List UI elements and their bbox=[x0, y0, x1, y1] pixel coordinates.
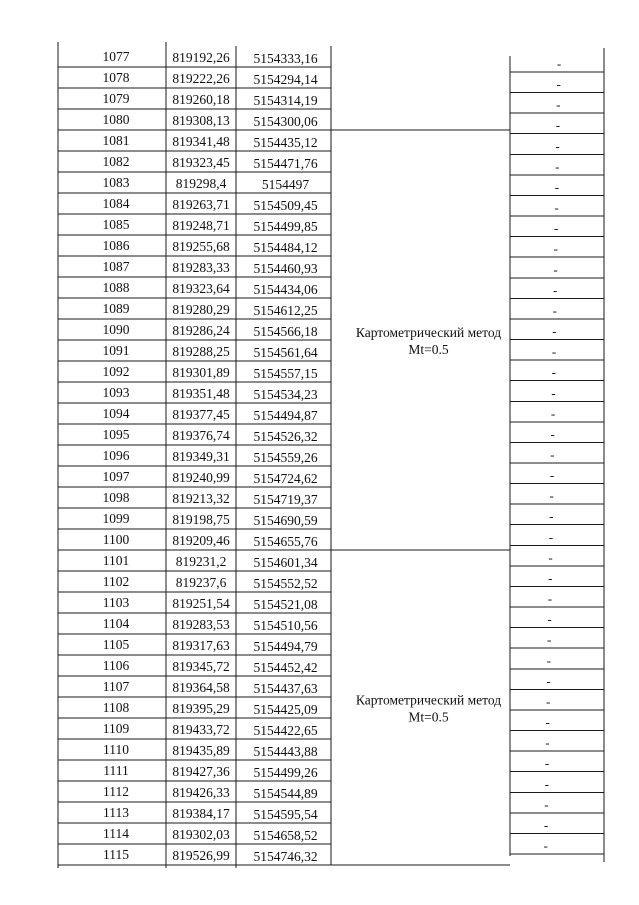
point-number: 1097 bbox=[102, 469, 130, 484]
point-number: 1101 bbox=[102, 553, 130, 568]
coordinate-y: 5154300,06 bbox=[253, 114, 318, 129]
coordinate-x: 819377,45 bbox=[172, 407, 230, 422]
accuracy-mark: - bbox=[553, 241, 559, 257]
coordinate-x: 819308,13 bbox=[172, 113, 230, 128]
point-number: 1098 bbox=[102, 490, 130, 505]
accuracy-mark: - bbox=[550, 426, 555, 442]
point-number: 1096 bbox=[102, 448, 130, 463]
coordinate-x: 819231,2 bbox=[175, 554, 227, 569]
coordinate-x: 819255,68 bbox=[172, 239, 230, 254]
point-number: 1106 bbox=[102, 658, 130, 673]
coordinate-x: 819240,99 bbox=[172, 470, 230, 485]
point-number: 1092 bbox=[102, 364, 130, 379]
coordinate-x: 819323,64 bbox=[172, 281, 230, 296]
accuracy-mark: - bbox=[547, 591, 553, 607]
accuracy-mark: - bbox=[543, 817, 549, 833]
coordinate-x: 819395,29 bbox=[172, 701, 230, 716]
coordinate-x: 819351,48 bbox=[172, 386, 230, 401]
point-number: 1107 bbox=[102, 679, 130, 694]
coordinate-x: 819222,26 bbox=[172, 71, 230, 86]
point-number: 1099 bbox=[102, 511, 130, 526]
coordinate-y: 5154526,32 bbox=[253, 429, 318, 444]
accuracy-mark: - bbox=[544, 796, 549, 812]
accuracy-mark: - bbox=[549, 467, 555, 483]
coordinate-x: 819301,89 bbox=[172, 365, 230, 380]
coordinate-y: 5154494,79 bbox=[253, 639, 318, 654]
coordinate-x: 819376,74 bbox=[172, 428, 230, 443]
accuracy-mark: - bbox=[548, 570, 553, 586]
coordinate-y: 5154443,88 bbox=[253, 744, 318, 759]
coordinate-y: 5154559,26 bbox=[253, 450, 318, 465]
accuracy-mark: - bbox=[545, 735, 550, 751]
coordinate-y: 5154724,62 bbox=[253, 471, 318, 486]
coordinate-y: 5154425,09 bbox=[253, 702, 318, 717]
coordinate-y: 5154499,85 bbox=[253, 219, 318, 234]
coordinate-x: 819349,31 bbox=[172, 449, 230, 464]
coordinate-y: 5154557,15 bbox=[253, 366, 318, 381]
coordinate-x: 819323,45 bbox=[172, 155, 230, 170]
point-number: 1079 bbox=[102, 91, 130, 106]
coordinate-y: 5154314,19 bbox=[253, 93, 318, 108]
coordinate-y: 5154534,23 bbox=[253, 387, 318, 402]
coordinate-x: 819384,17 bbox=[172, 806, 230, 821]
accuracy-mark: - bbox=[551, 344, 557, 360]
coordinate-x: 819263,71 bbox=[172, 197, 230, 212]
coordinate-x: 819213,32 bbox=[172, 491, 230, 506]
coordinate-y: 5154690,59 bbox=[253, 513, 318, 528]
coordinate-y: 5154435,12 bbox=[253, 135, 318, 150]
accuracy-mark: - bbox=[556, 76, 561, 92]
table-cells bbox=[103, 49, 562, 864]
method-label: Картометрический метод bbox=[355, 325, 502, 340]
coordinate-x: 819237,6 bbox=[175, 575, 227, 590]
coordinate-x: 819192,26 bbox=[172, 50, 230, 65]
coordinate-y: 5154566,18 bbox=[253, 324, 318, 339]
point-number: 1086 bbox=[102, 238, 130, 253]
accuracy-mark: - bbox=[544, 776, 549, 792]
coordinate-y: 5154601,34 bbox=[253, 555, 318, 570]
coordinate-x: 819345,72 bbox=[172, 659, 230, 674]
coordinate-x: 819341,48 bbox=[172, 134, 230, 149]
coordinate-y: 5154460,93 bbox=[253, 261, 318, 276]
point-number: 1105 bbox=[102, 637, 130, 652]
coordinate-y: 5154422,65 bbox=[253, 723, 318, 738]
point-number: 1103 bbox=[102, 595, 130, 610]
coordinate-y: 5154294,14 bbox=[253, 72, 318, 87]
coordinate-x: 819298,4 bbox=[175, 176, 227, 191]
method-label: Картометрический метод bbox=[355, 692, 502, 708]
coordinate-y: 5154552,52 bbox=[253, 576, 318, 591]
coordinate-x: 819198,75 bbox=[172, 512, 230, 527]
accuracy-mark: - bbox=[552, 282, 558, 298]
point-number: 1112 bbox=[103, 784, 129, 799]
accuracy-mark: - bbox=[555, 138, 560, 154]
point-number: 1082 bbox=[102, 154, 130, 169]
table-grid bbox=[58, 42, 604, 868]
point-number: 1113 bbox=[103, 805, 129, 820]
accuracy-mark: - bbox=[548, 529, 554, 545]
coordinate-y: 5154544,89 bbox=[253, 786, 318, 801]
accuracy-mark: - bbox=[555, 117, 561, 133]
point-number: 1077 bbox=[102, 49, 130, 64]
point-number: 1109 bbox=[102, 721, 130, 736]
accuracy-mark: - bbox=[555, 158, 560, 174]
point-number: 1089 bbox=[102, 301, 130, 316]
point-number: 1094 bbox=[102, 406, 130, 421]
coordinate-x: 819283,33 bbox=[172, 260, 230, 275]
coordinate-y: 5154437,63 bbox=[253, 681, 318, 696]
point-number: 1114 bbox=[103, 826, 129, 841]
coordinate-y: 5154452,42 bbox=[253, 660, 318, 675]
point-number: 1080 bbox=[102, 112, 130, 127]
accuracy-mark: - bbox=[550, 447, 555, 462]
coordinate-y: 5154561,64 bbox=[253, 345, 318, 360]
point-number: 1115 bbox=[103, 847, 129, 862]
accuracy-mark: - bbox=[548, 549, 553, 565]
coordinate-y: 5154521,08 bbox=[253, 597, 318, 612]
accuracy-mark: - bbox=[547, 611, 552, 627]
point-number: 1083 bbox=[102, 175, 130, 190]
accuracy-mark: - bbox=[545, 714, 550, 730]
point-number: 1088 bbox=[102, 280, 130, 295]
point-number: 1090 bbox=[102, 322, 130, 337]
coordinate-x: 819286,24 bbox=[172, 323, 230, 338]
point-number: 1087 bbox=[102, 259, 130, 274]
coordinate-y: 5154499,26 bbox=[253, 765, 318, 780]
coordinate-x: 819288,25 bbox=[172, 344, 230, 359]
point-number: 1104 bbox=[102, 616, 130, 631]
accuracy-mark: - bbox=[556, 97, 561, 113]
coordinate-y: 5154595,54 bbox=[253, 807, 318, 822]
coordinate-y: 5154471,76 bbox=[253, 156, 318, 171]
accuracy-mark: - bbox=[551, 385, 556, 401]
coordinate-x: 819280,29 bbox=[172, 302, 230, 317]
coordinate-x: 819260,18 bbox=[172, 92, 230, 107]
coordinate-x: 819435,89 bbox=[172, 743, 230, 758]
coordinate-y: 5154509,45 bbox=[253, 198, 318, 213]
coordinate-x: 819283,53 bbox=[172, 617, 230, 632]
coordinate-y: 5154333,16 bbox=[253, 51, 318, 66]
coordinate-x: 819427,36 bbox=[172, 764, 230, 779]
point-number: 1108 bbox=[102, 700, 130, 715]
coordinate-x: 819302,03 bbox=[172, 827, 230, 842]
coordinate-y: 5154658,52 bbox=[253, 828, 318, 843]
coordinate-y: 5154497 bbox=[261, 177, 310, 192]
point-number: 1110 bbox=[103, 742, 129, 757]
point-number: 1084 bbox=[102, 196, 130, 211]
point-number: 1081 bbox=[102, 133, 130, 148]
point-number: 1085 bbox=[102, 217, 130, 232]
coordinate-x: 819251,54 bbox=[172, 596, 230, 611]
accuracy-mark: - bbox=[546, 673, 551, 689]
coordinate-y: 5154434,06 bbox=[253, 282, 318, 297]
accuracy-mark: - bbox=[550, 405, 556, 421]
point-number: 1078 bbox=[102, 70, 130, 85]
method-accuracy: Mt=0.5 bbox=[408, 709, 449, 725]
coordinate-x: 819209,46 bbox=[172, 533, 230, 548]
method-accuracy: Mt=0.5 bbox=[408, 342, 449, 357]
accuracy-mark: - bbox=[552, 302, 557, 318]
coordinate-x: 819433,72 bbox=[172, 722, 230, 737]
accuracy-mark: - bbox=[546, 652, 552, 668]
accuracy-mark: - bbox=[544, 755, 550, 771]
coordinate-x: 819526,99 bbox=[172, 848, 230, 863]
point-number: 1100 bbox=[102, 532, 130, 547]
accuracy-mark: - bbox=[551, 364, 556, 380]
coordinate-x: 819426,33 bbox=[172, 785, 230, 800]
accuracy-mark: - bbox=[552, 323, 557, 339]
point-number: 1093 bbox=[102, 385, 130, 400]
accuracy-mark: - bbox=[543, 838, 548, 853]
accuracy-mark: - bbox=[545, 693, 551, 709]
coordinate-x: 819317,63 bbox=[172, 638, 230, 653]
accuracy-mark: - bbox=[553, 261, 558, 277]
point-number: 1095 bbox=[102, 427, 130, 442]
coordinate-x: 819248,71 bbox=[172, 218, 230, 233]
coordinate-y: 5154746,32 bbox=[253, 849, 318, 864]
coordinate-y: 5154484,12 bbox=[253, 240, 318, 255]
point-number: 1102 bbox=[102, 574, 130, 589]
accuracy-mark: - bbox=[554, 200, 559, 216]
coordinate-y: 5154655,76 bbox=[253, 534, 318, 549]
coordinate-x: 819364,58 bbox=[172, 680, 230, 695]
coordinate-y: 5154719,37 bbox=[253, 492, 318, 507]
point-number: 1111 bbox=[103, 763, 129, 778]
accuracy-mark: - bbox=[547, 632, 552, 648]
accuracy-mark: - bbox=[549, 488, 554, 504]
accuracy-mark: - bbox=[554, 220, 559, 236]
point-number: 1091 bbox=[102, 343, 130, 358]
accuracy-mark: - bbox=[556, 56, 562, 71]
coordinate-y: 5154612,25 bbox=[253, 303, 318, 318]
accuracy-mark: - bbox=[554, 179, 560, 195]
coordinate-y: 5154494,87 bbox=[253, 408, 318, 423]
coordinate-y: 5154510,56 bbox=[253, 618, 318, 633]
accuracy-mark: - bbox=[549, 508, 554, 524]
